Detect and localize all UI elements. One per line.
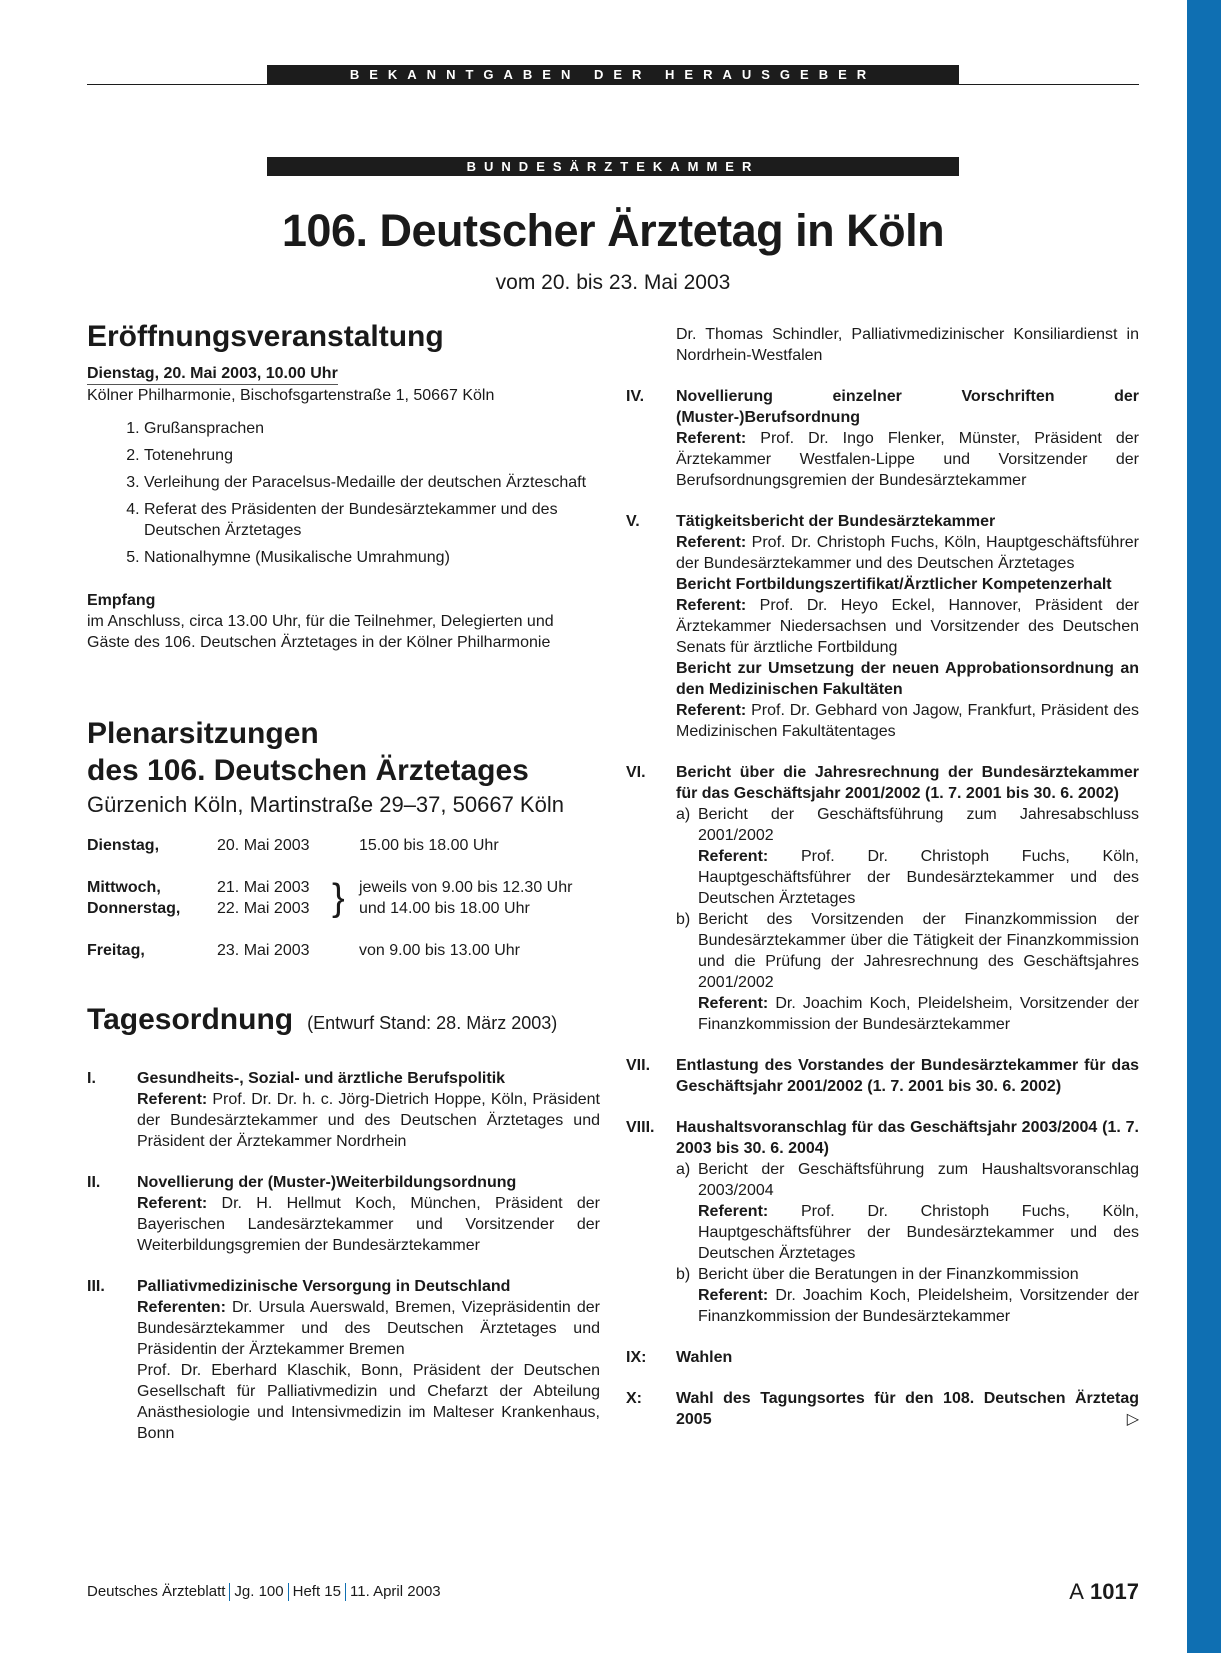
program-item: 2. Totenehrung bbox=[144, 445, 600, 466]
reception-text: im Anschluss, circa 13.00 Uhr, für die Teilnehmer, Delegierten und Gäste des 106. Deutschen Ärztetages in der Kölner Philharmonie bbox=[87, 613, 554, 651]
agenda-title: Palliativmedizinische Versorgung in Deutschland bbox=[137, 1278, 511, 1295]
agenda-item bbox=[626, 1347, 1139, 1368]
agenda-referent: Referenten: Dr. Ursula Auerswald, Bremen, Vizepräsidentin der Bundesärztekammer und des Deutschen Ärztetages und Präsidentin der Ärztekammer Bremen bbox=[137, 1299, 600, 1358]
agenda-title: Bericht über die Jahresrechnung der Bundesärztekammer für das Geschäftsjahr 2001/2002 (1. 7. 2001 bis 30. 6. 2002) bbox=[676, 764, 1139, 802]
program-item: 4. Referat des Präsidenten der Bundesärztekammer und des Deutschen Ärztetages bbox=[144, 499, 600, 541]
schedule-day: Mittwoch, bbox=[87, 879, 161, 896]
agenda-item bbox=[626, 1055, 1139, 1097]
schedule-row bbox=[87, 940, 600, 961]
agenda-number: II. bbox=[87, 1174, 101, 1191]
schedule-time: von 9.00 bis 13.00 Uhr bbox=[359, 942, 520, 959]
footer-issue: Heft 15 bbox=[292, 1583, 341, 1600]
agenda-title: Novellierung einzelner Vorschriften der (Muster-)Berufsordnung bbox=[676, 388, 1139, 426]
agenda-number: III. bbox=[87, 1278, 105, 1295]
agenda-referent-extra: Prof. Dr. Eberhard Klaschik, Bonn, Präsident der Deutschen Gesellschaft für Palliativmedizin und Chefarzt der Abteilung Anästhesiologie und Intensivmedizin im Malteser Krankenhaus, Bonn bbox=[137, 1362, 600, 1442]
agenda-subtitle: Bericht zur Umsetzung der neuen Approbationsordnung an den Medizinischen Fakultäten bbox=[676, 660, 1139, 698]
page-footer bbox=[87, 1578, 1139, 1606]
agenda-subitem: a) Bericht der Geschäftsführung zum Jahresabschluss 2001/2002 Referent: Prof. Dr. Christoph Fuchs, Köln, Hauptgeschäftsführer der Bundesärztekammer und des Deutschen Ärztetages bbox=[676, 806, 1139, 907]
footer-divider bbox=[229, 1583, 230, 1601]
agenda-referent: Referent: Prof. Dr. Gebhard von Jagow, Frankfurt, Präsident des Medizinischen Fakultätentages bbox=[676, 702, 1140, 740]
agenda-referent: Referent: Prof. Dr. Dr. h. c. Jörg-Dietrich Hoppe, Köln, Präsident der Bundesärztekammer und des Deutschen Ärztetages und Präsident der Ärztekammer Nordrhein bbox=[137, 1091, 600, 1150]
agenda-number: VII. bbox=[626, 1057, 651, 1074]
reception-heading: Empfang bbox=[87, 592, 156, 609]
agenda-item bbox=[626, 1388, 1139, 1430]
plenary-heading-line1: Plenarsitzungen bbox=[87, 717, 319, 750]
agenda-item bbox=[87, 1172, 600, 1256]
schedule-time: 15.00 bis 18.00 Uhr bbox=[359, 837, 499, 854]
brace-icon: } bbox=[332, 877, 345, 919]
continue-arrow-icon: ▷ bbox=[1126, 1411, 1139, 1428]
agenda-heading-row bbox=[87, 1001, 600, 1038]
agenda-title: Tätigkeitsbericht der Bundesärztekammer bbox=[676, 513, 996, 530]
agenda-subitem: b) Bericht über die Beratungen in der Finanzkommission Referent: Dr. Joachim Koch, Pleidelsheim, Vorsitzender der Finanzkommission der Bundesärztekammer bbox=[676, 1266, 1139, 1325]
agenda-number: I. bbox=[87, 1070, 96, 1087]
plenary-schedule bbox=[87, 835, 600, 961]
agenda-referent: Referent: Dr. H. Hellmut Koch, München, Präsident der Bayerischen Landesärztekammer und Vorsitzender der Weiterbildungsgremien der Bundesärztekammer bbox=[137, 1195, 600, 1254]
agenda-referent-extra: Dr. Thomas Schindler, Palliativmedizinischer Konsiliardienst in Nordrhein-Westfalen bbox=[676, 326, 1139, 364]
page-title: 106. Deutscher Ärztetag in Köln bbox=[281, 205, 945, 256]
agenda-left bbox=[87, 1068, 600, 1444]
opening-date: Dienstag, 20. Mai 2003, 10.00 Uhr bbox=[87, 363, 338, 385]
program-item: 5. Nationalhymne (Musikalische Umrahmung) bbox=[144, 547, 600, 568]
plenary-section bbox=[87, 715, 600, 961]
agenda-item bbox=[87, 1068, 600, 1152]
agenda-item bbox=[87, 1276, 600, 1444]
agenda-subtitle: Bericht Fortbildungszertifikat/Ärztlicher Kompetenzerhalt bbox=[676, 576, 1112, 593]
agenda-item bbox=[626, 762, 1139, 1035]
agenda-subitem: a) Bericht der Geschäftsführung zum Haushaltsvoranschlag 2003/2004 Referent: Prof. Dr. Christoph Fuchs, Köln, Hauptgeschäftsführer der Bundesärztekammer und des Deutschen Ärztetages bbox=[676, 1161, 1139, 1262]
agenda-title: Gesundheits-, Sozial- und ärztliche Berufspolitik bbox=[137, 1070, 506, 1087]
left-column bbox=[87, 318, 600, 1444]
schedule-time: jeweils von 9.00 bis 12.30 Uhr bbox=[359, 879, 573, 896]
agenda-title: Entlastung des Vorstandes der Bundesärztekammer für das Geschäftsjahr 2001/2002 (1. 7. 2001 bis 30. 6. 2002) bbox=[676, 1057, 1139, 1095]
schedule-time: und 14.00 bis 18.00 Uhr bbox=[359, 900, 530, 917]
opening-program bbox=[87, 418, 600, 568]
footer-volume: Jg. 100 bbox=[234, 1583, 284, 1600]
agenda-note: (Entwurf Stand: 28. März 2003) bbox=[307, 1013, 558, 1033]
footer-date: 11. April 2003 bbox=[350, 1583, 441, 1600]
agenda-heading: Tagesordnung bbox=[87, 1003, 294, 1036]
plenary-heading-line2: des 106. Deutschen Ärztetages bbox=[87, 754, 529, 787]
plenary-venue: Gürzenich Köln, Martinstraße 29–37, 50667 Köln bbox=[87, 792, 564, 817]
page-subtitle: vom 20. bis 23. Mai 2003 bbox=[495, 271, 731, 294]
agenda-referent: Referent: Prof. Dr. Ingo Flenker, Münster, Präsident der Ärztekammer Westfalen-Lippe und Vorsitzender der Berufsordnungsgremien der Bundesärztekammer bbox=[676, 430, 1139, 489]
side-color-bar bbox=[1187, 0, 1221, 1653]
agenda-number: IX: bbox=[626, 1349, 647, 1366]
schedule-day: Freitag, bbox=[87, 942, 145, 959]
program-item: 1. Grußansprachen bbox=[144, 418, 600, 439]
schedule-date: 22. Mai 2003 bbox=[217, 900, 310, 917]
agenda-number: X: bbox=[626, 1390, 642, 1407]
schedule-day: Dienstag, bbox=[87, 837, 160, 854]
schedule-row bbox=[87, 835, 600, 856]
page-number: A 1017 bbox=[1069, 1579, 1139, 1604]
footer-divider bbox=[288, 1583, 289, 1601]
section-band: BUNDESÄRZTEKAMMER bbox=[267, 157, 959, 176]
agenda-item-continued bbox=[626, 324, 1139, 366]
agenda-number: V. bbox=[626, 513, 640, 530]
header-band: BEKANNTGABEN DER HERAUSGEBER bbox=[267, 65, 959, 84]
schedule-date: 23. Mai 2003 bbox=[217, 942, 310, 959]
schedule-date: 20. Mai 2003 bbox=[217, 837, 310, 854]
agenda-number: IV. bbox=[626, 388, 645, 405]
agenda-title: Wahlen bbox=[676, 1349, 733, 1366]
header-rule bbox=[87, 84, 1139, 85]
agenda-referent: Referent: Prof. Dr. Heyo Eckel, Hannover, Präsident der Ärztekammer Niedersachsen und Vorsitzender des Deutschen Senats für ärztliche Fortbildung bbox=[676, 597, 1139, 656]
agenda-number: VIII. bbox=[626, 1119, 655, 1136]
agenda-item bbox=[626, 511, 1139, 742]
footer-divider bbox=[345, 1583, 346, 1601]
program-item: 3. Verleihung der Paracelsus-Medaille der deutschen Ärzteschaft bbox=[144, 472, 600, 493]
agenda-referent: Referent: Prof. Dr. Christoph Fuchs, Köln, Hauptgeschäftsführer der Bundesärztekammer und des Deutschen Ärztetages bbox=[676, 534, 1139, 572]
schedule-date: 21. Mai 2003 bbox=[217, 879, 310, 896]
opening-heading: Eröffnungsveranstaltung bbox=[87, 320, 444, 353]
agenda-item bbox=[626, 1117, 1139, 1327]
right-column bbox=[626, 324, 1139, 1430]
agenda-title: Wahl des Tagungsortes für den 108. Deutschen Ärztetag 2005 bbox=[676, 1390, 1139, 1428]
opening-venue: Kölner Philharmonie, Bischofsgartenstraße 1, 50667 Köln bbox=[87, 387, 495, 404]
agenda-title: Haushaltsvoranschlag für das Geschäftsjahr 2003/2004 (1. 7. 2003 bis 30. 6. 2004) bbox=[676, 1119, 1139, 1157]
footer-journal: Deutsches Ärzteblatt bbox=[87, 1583, 226, 1600]
agenda-subitem: b) Bericht des Vorsitzenden der Finanzkommission der Bundesärztekammer über die Tätigkeit der Finanzkommission und die Prüfung der Jahresrechnung des Geschäftsjahres 2001/2002 Referent: Dr. Joachim Koch, Pleidelsheim, Vorsitzender der Finanzkommission der Bundesärztekammer bbox=[676, 911, 1139, 1033]
agenda-title: Novellierung der (Muster-)Weiterbildungsordnung bbox=[137, 1174, 517, 1191]
agenda-item bbox=[626, 386, 1139, 491]
schedule-day: Donnerstag, bbox=[87, 900, 181, 917]
agenda-number: VI. bbox=[626, 764, 646, 781]
